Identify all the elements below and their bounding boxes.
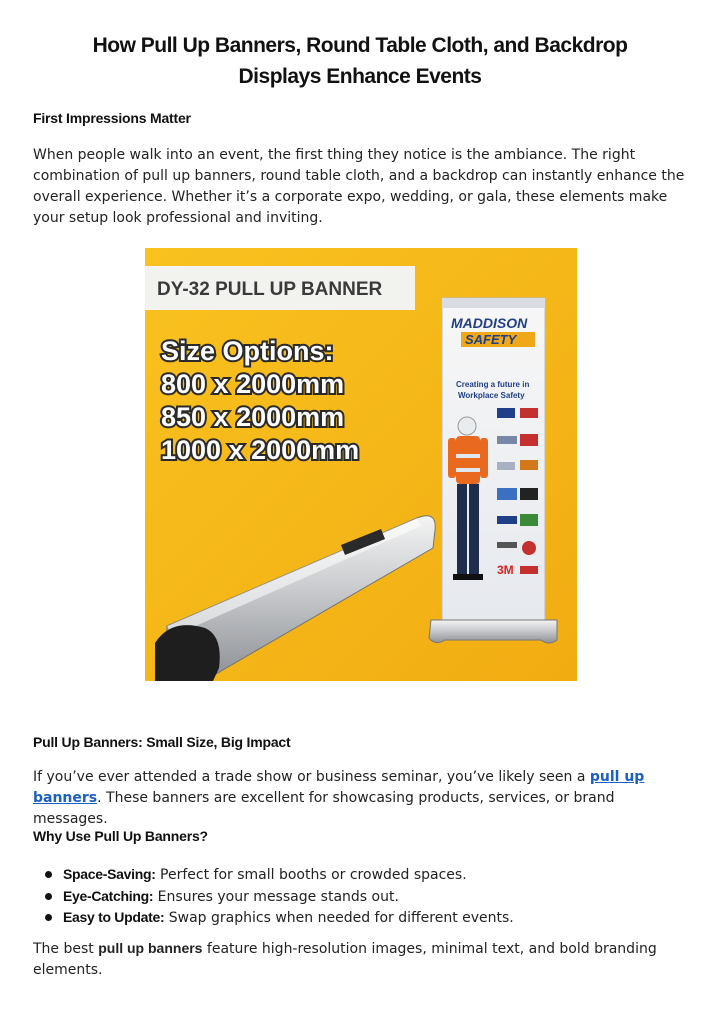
title-line-2: Displays Enhance Events [238, 65, 482, 88]
section-heading-first-impressions: First Impressions Matter [33, 110, 191, 126]
size-heading: Size Options: [161, 336, 334, 366]
tagline-line-1: Creating a future in [456, 380, 530, 389]
brand-line-1: MADDISON [451, 315, 528, 331]
brand-line-2: SAFETY [465, 332, 517, 347]
tagline-line-2: Workplace Safety [458, 391, 525, 400]
benefits-list [33, 864, 514, 929]
list-item [33, 907, 514, 929]
closing-text-before: The best [33, 941, 99, 957]
bullet-text: Swap graphics when needed for different events. [164, 910, 514, 926]
size-option-2: 850 x 2000mm [161, 402, 345, 432]
closing-text-after: feature high-resolution images, minimal text, and bold branding elements. [33, 941, 657, 978]
logo-3m: 3M [497, 563, 514, 577]
pull-up-text-before: If you’ve ever attended a trade show or business seminar, you’ve likely seen a [33, 769, 590, 785]
bullet-text: Perfect for small booths or crowded spaces. [155, 867, 467, 883]
banner-stand [429, 298, 557, 643]
size-option-3: 1000 x 2000mm [161, 435, 360, 465]
size-option-1: 800 x 2000mm [161, 369, 345, 399]
list-item [33, 864, 514, 886]
banner-label: DY-32 PULL UP BANNER [157, 279, 383, 300]
bullet-label: Easy to Update: [63, 909, 165, 925]
title-line-1: How Pull Up Banners, Round Table Cloth, and Backdrop [92, 34, 628, 57]
list-item [33, 886, 514, 908]
pull-up-text-after: . These banners are excellent for showcasing products, services, or brand messages. [33, 790, 615, 827]
closing-paragraph [33, 938, 693, 981]
article-title [40, 30, 680, 92]
section-heading-why-use: Why Use Pull Up Banners? [33, 828, 208, 844]
bullet-text: Ensures your message stands out. [153, 888, 399, 905]
closing-bold-text: pull up banners [98, 940, 203, 956]
bullet-label: Space-Saving: [63, 866, 156, 882]
pull-up-paragraph [33, 767, 693, 830]
bullet-label: Eye-Catching: [63, 887, 154, 904]
section-heading-pull-up-banners: Pull Up Banners: Small Size, Big Impact [33, 734, 291, 750]
banner-illustration [145, 248, 577, 681]
product-image [145, 248, 577, 681]
pull-up-banners-link[interactable]: pull up banners [33, 769, 645, 806]
intro-paragraph: When people walk into an event, the first thing they notice is the ambiance. The right combination of pull up banners, round table cloth, and a backdrop can instantly enhance the overall experience. Whether it’s a corporate expo, wedding, or gala, these elements make your setup look professional and inviting. [33, 147, 685, 226]
